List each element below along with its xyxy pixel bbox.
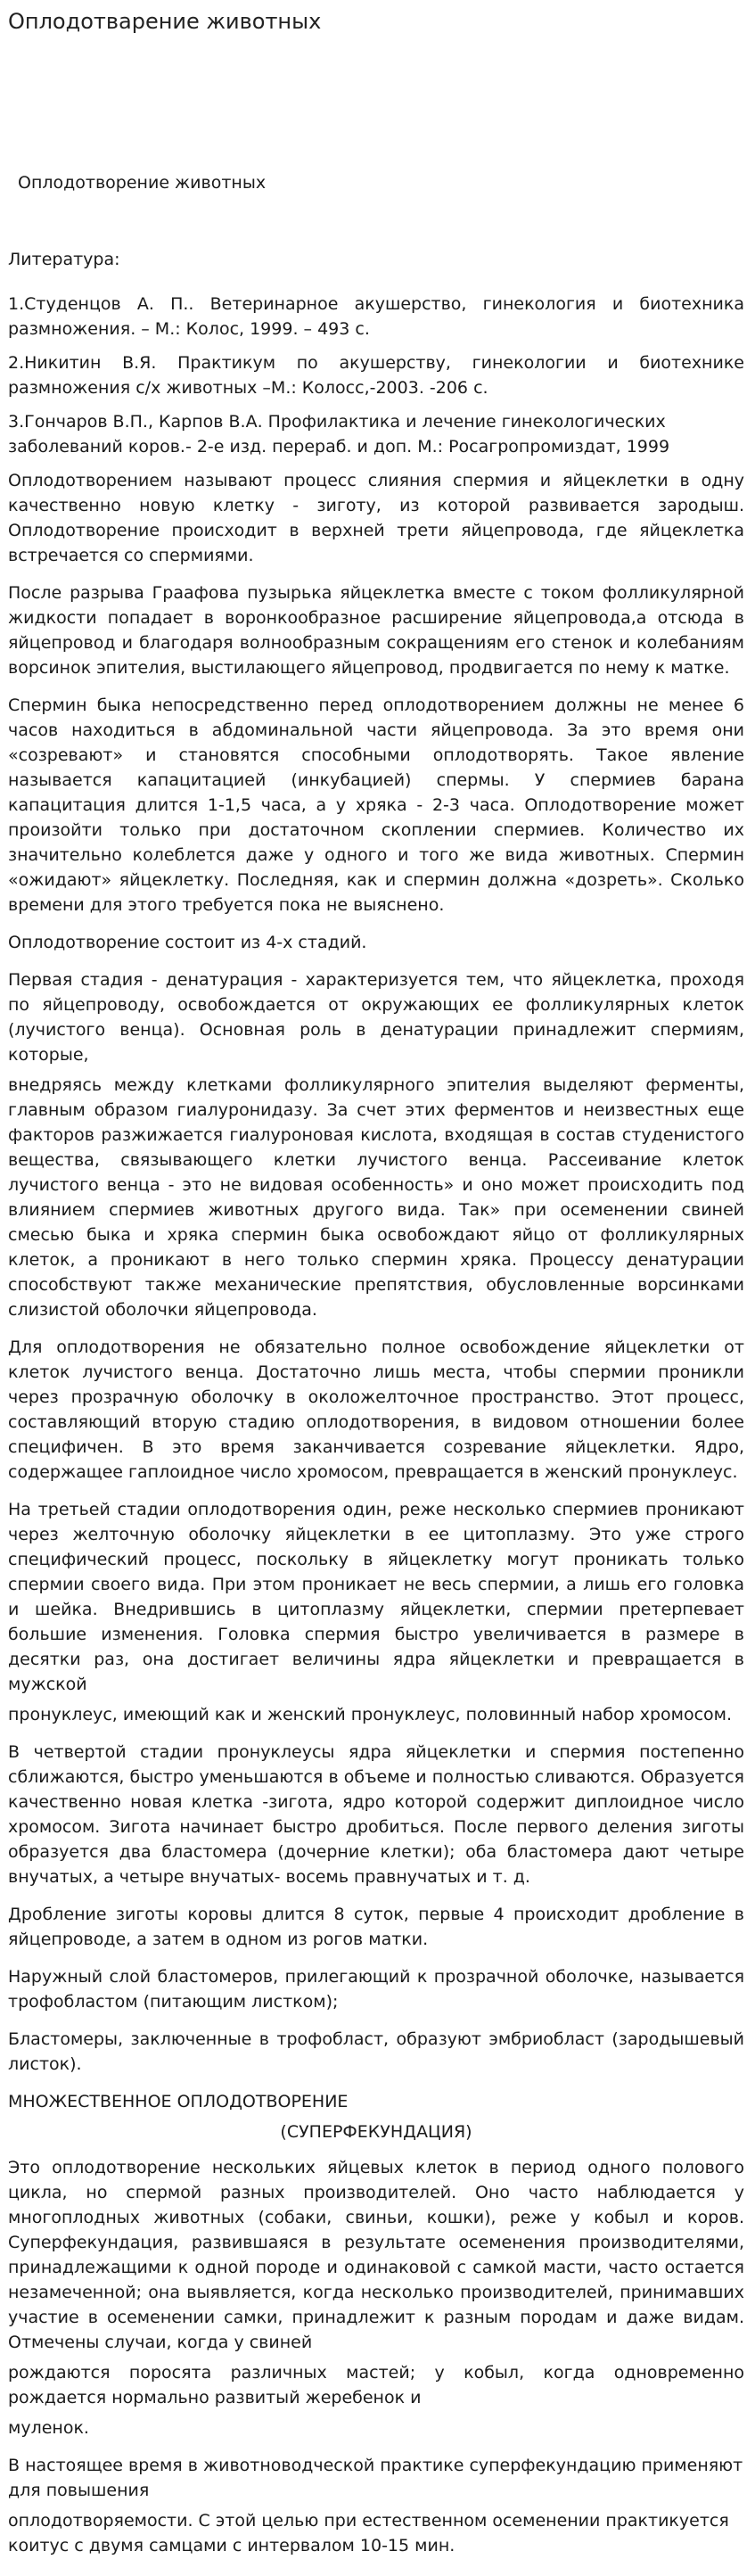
reference-item: 1.Студенцов А. П.. Ветеринарное акушерство, гинекология и биотехника размножения. – М.: Колос, 1999. – 493 с. [8, 294, 744, 339]
body-paragraph: Для оплодотворения не обязательно полное освобождение яйцеклетки от клеток лучистого венца. Достаточно лишь места, чтобы спермии проникли через прозрачную оболочку в околожелточное пространство. Этот процесс, составляющий вторую стадию оплодотворения, в видовом отношении более специфичен. В это время заканчивается созревание яйцеклетки. Ядро, содержащее гаплоидное число хромосом, превращается в женский пронуклеус. [8, 1337, 744, 1482]
literature-heading: Литература: [8, 250, 120, 269]
body-paragraph: В настоящее время в животноводческой практике суперфекундацию применяют для повышения [8, 2456, 743, 2500]
body-paragraph: Это оплодотворение нескольких яйцевых клеток в период одного полового цикла, но спермой разных производителей. Оно часто наблюдается у многоплодных животных (собаки, свиньи, кошки), реже у кобыл и коров. Суперфекундация, развившаяся в результате осеменения производителями, принадлежащими к одной породе и одинаковой с самкой масти, часто остается незамеченной; она выявляется, когда несколько производителей, принимавших участие в осеменении самки, принадлежит к разным породам и даже видам. Отмечены случаи, когда у свиней [8, 2158, 744, 2352]
body-paragraph: оплодотворяемости. С этой целью при естественном осеменении практикуется коитус с двумя самцами с интервалом 10-15 мин. [8, 2511, 729, 2555]
body-paragraph: На третьей стадии оплодотворения один, реже несколько спермиев проникают через желточную оболочку яйцеклетки в ее цитоплазму. Это уже строго специфический процесс, поскольку в яйцеклетку могут проникать только спермии своего вида. При этом проникает не весь спермии, а лишь его головка и шейка. Внедрившись в цитоплазму яйцеклетки, спермии претерпевает большие изменения. Головка спермия быстро увеличивается в размере в десятки раз, она достигает величины ядра яйцеклетки и превращается в мужской [8, 1500, 744, 1694]
body-paragraph: Бластомеры, заключенные в трофобласт, образуют эмбриобласт (зародышевый листок). [8, 2029, 744, 2074]
body-paragraph: Наружный слой бластомеров, прилегающий к прозрачной оболочке, называется трофобластом (питающим листком); [8, 1967, 744, 2012]
body-paragraph: пронуклеус, имеющий как и женский пронуклеус, половинный набор хромосом. [8, 1705, 733, 1724]
body-paragraph: рождаются поросята различных мастей; у кобыл, когда одновременно рождается нормально развитый жеребенок и [8, 2363, 744, 2407]
document-title: Оплодотворение животных [18, 173, 267, 193]
body-paragraph: внедряясь между клетками фолликулярного эпителия выделяют ферменты, главным образом гиалуронидазу. За счет этих ферментов и неизвестных еще факторов разжижается гиалуроновая кислота, входящая в состав студенистого вещества, связывающего клетки лучистого венца. Рассеивание клеток лучистого венца - это не видовая особенность» и оно может происходить под влиянием спермиев животных другого вида. Так» при осеменении свиней смесью быка и хряка спермин быка освобождают яйцо от фолликулярных клеток, а проникают в него только спермин хряка. Процессу денатурации способствуют также механические препятствия, обусловленные ворсинками слизистой оболочки яйцепровода. [8, 1075, 744, 1320]
body-paragraph: Спермин быка непосредственно перед оплодотворением должны не менее 6 часов находиться в абдоминальной части яйцепровода. За это время они «созревают» и становятся способными оплодотворять. Такое явление называется капацитацией (инкубацией) спермы. У спермиев барана капацитация длится 1-1,5 часа, а у хряка - 2-3 часа. Оплодотворение может произойти только при достаточном скоплении спермиев. Количество их значительно колеблется даже у одного и того же вида животных. Спермин «ожидают» яйцеклетку. Последняя, как и спермин должна «дозреть». Сколько времени для этого требуется пока не выяснено. [8, 695, 744, 915]
page-title: Оплодотварение животных [8, 9, 322, 34]
section-subheading: (СУПЕРФЕКУНДАЦИЯ) [280, 2122, 472, 2142]
body-paragraph: Оплодотворением называют процесс слияния спермия и яйцеклетки в одну качественно новую клетку - зиготу, из которой развивается зародыш. Оплодотворение происходит в верхней трети яйцепровода, где яйцеклетка встречается со спермиями. [8, 471, 744, 565]
body-paragraph: После разрыва Граафова пузырька яйцеклетка вместе с током фолликулярной жидкости попадает в воронкообразное расширение яйцепровода,а отсюда в яйцепровод и благодаря волнообразным сокращениям его стенок и колебаниям ворсинок эпителия, выстилающего яйцепровод, продвигается по нему к матке. [8, 583, 744, 678]
reference-item: 2.Никитин В.Я. Практикум по акушерству, гинекологии и биотехнике размножения с/х животных –М.: Колосс,-2003. -206 с. [8, 353, 744, 398]
reference-item: 3.Гончаров В.П., Карпов В.А. Профилактика и лечение гинекологических заболеваний коров.- 2-е изд. перераб. и доп. М.: Росагропромиздат, 1999 [8, 412, 670, 457]
body-paragraph: Оплодотворение состоит из 4-х стадий. [8, 933, 367, 952]
body-paragraph: Дробление зиготы коровы длится 8 суток, первые 4 происходит дробление в яйцепроводе, а затем в одном из рогов матки. [8, 1905, 744, 1949]
body-paragraph: Первая стадия - денатурация - характеризуется тем, что яйцеклетка, проходя по яйцепроводу, освобождается от окружающих ее фолликулярных клеток (лучистого венца). Основная роль в денатурации принадлежит спермиям, которые, [8, 970, 744, 1065]
body-paragraph: муленок. [8, 2418, 89, 2438]
section-heading: МНОЖЕСТВЕННОЕ ОПЛОДОТВОРЕНИЕ [8, 2092, 349, 2111]
body-paragraph: В четвертой стадии пронуклеусы ядра яйцеклетки и спермия постепенно сближаются, быстро уменьшаются в объеме и полностью сливаются. Образуется качественно новая клетка -зигота, ядро которой содержит диплоидное число хромосом. Зигота начинает быстро дробиться. После первого деления зиготы образуется два бластомера (дочерние клетки); оба бластомера дают четыре внучатых, а четыре внучатых- восемь правнучатых и т. д. [8, 1742, 744, 1887]
blank-spacer [8, 35, 744, 170]
